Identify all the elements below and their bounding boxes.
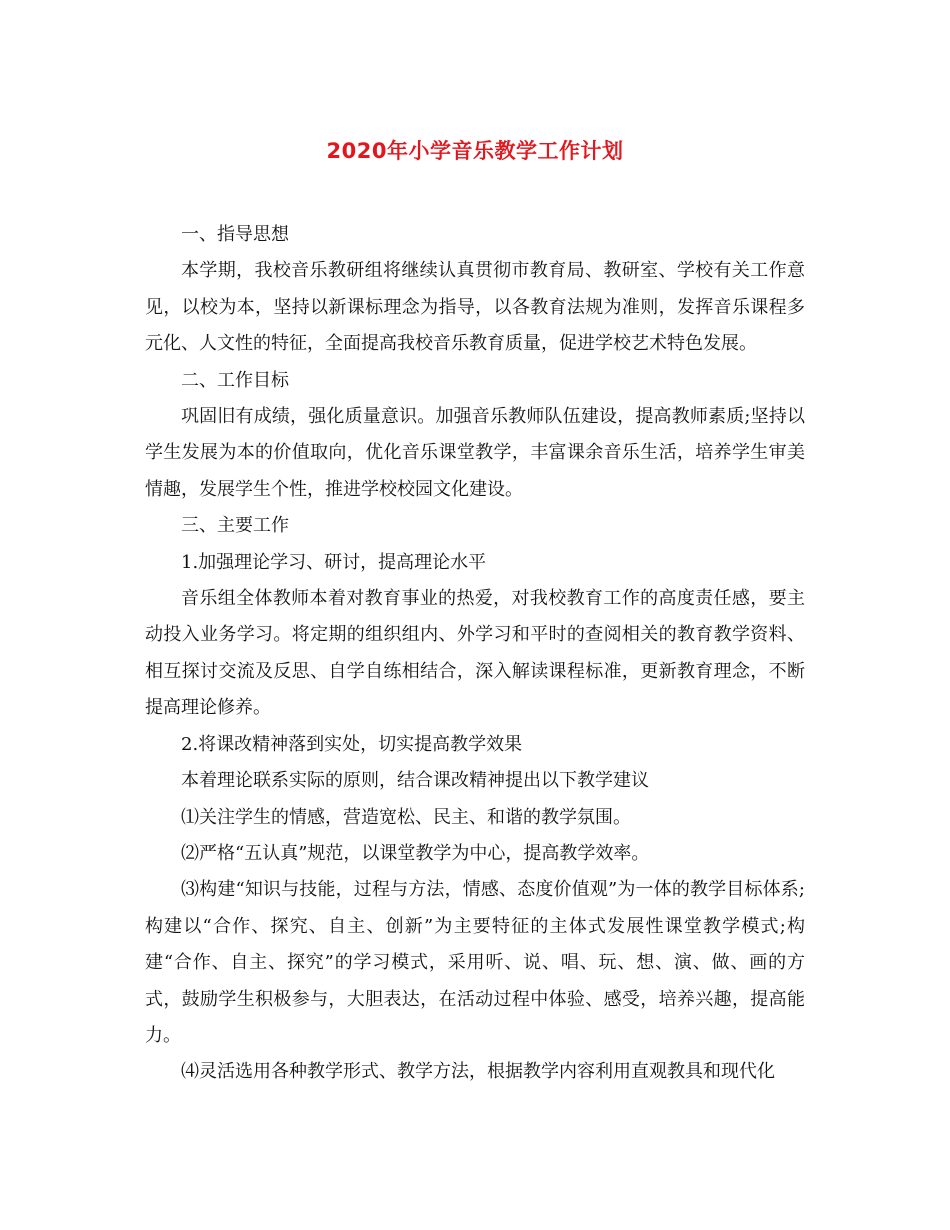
paragraph-guiding-ideology: 本学期，我校音乐教研组将继续认真贯彻市教育局、教研室、学校有关工作意见，以校为本，坚持以新课标理念为指导，以各教育法规为准则，发挥音乐课程多元化、人文性的特征，全面提高我校音乐教育质量，促进学校艺术特色发展。 <box>145 260 805 355</box>
list-item-2: ⑵严格“五认真”规范，以课堂教学为中心，提高教学效率。 <box>181 842 650 864</box>
document-body <box>145 217 805 1091</box>
paragraph-teaching-suggestions-intro: 本着理论联系实际的原则，结合课改精神提出以下教学建议 <box>181 770 649 792</box>
heading-main-work: 三、主要工作 <box>181 515 289 537</box>
heading-guiding-ideology: 一、指导思想 <box>181 224 289 245</box>
list-item-4: ⑷灵活选用各种教学形式、教学方法，根据教学内容利用直观教具和现代化 <box>181 1061 775 1083</box>
subheading-curriculum-reform: 2.将课改精神落到实处，切实提高教学效果 <box>181 733 523 755</box>
paragraph-theory-study: 音乐组全体教师本着对教育事业的热爱，对我校教育工作的高度责任感，要主动投入业务学习。将定期的组织组内、外学习和平时的查阅相关的教育教学资料、相互探讨交流及反思、自学自练相结合，深入解读课程标准，更新教育理念，不断提高理论修养。 <box>145 588 805 719</box>
subheading-theory-study: 1.加强理论学习、研讨，提高理论水平 <box>181 551 487 573</box>
document-title: 2020年小学音乐教学工作计划 <box>326 139 624 163</box>
heading-work-goals: 二、工作目标 <box>181 369 289 391</box>
list-item-3: ⑶构建“知识与技能，过程与方法，情感、态度价值观”为一体的教学目标体系;构建以“合作、探究、自主、创新”为主要特征的主体式发展性课堂教学模式;构建“合作、自主、探究”的学习模式，采用听、说、唱、玩、想、演、做、画的方式，鼓励学生积极参与，大胆表达，在活动过程中体验、感受，培养兴趣，提高能力。 <box>145 879 805 1046</box>
list-item-1: ⑴关注学生的情感，营造宽松、民主、和谐的教学氛围。 <box>181 806 631 828</box>
paragraph-work-goals: 巩固旧有成绩，强化质量意识。加强音乐教师队伍建设，提高教师素质;坚持以学生发展为本的价值取向，优化音乐课堂教学，丰富课余音乐生活，培养学生审美情趣，发展学生个性，推进学校校园文化建设。 <box>145 406 805 500</box>
